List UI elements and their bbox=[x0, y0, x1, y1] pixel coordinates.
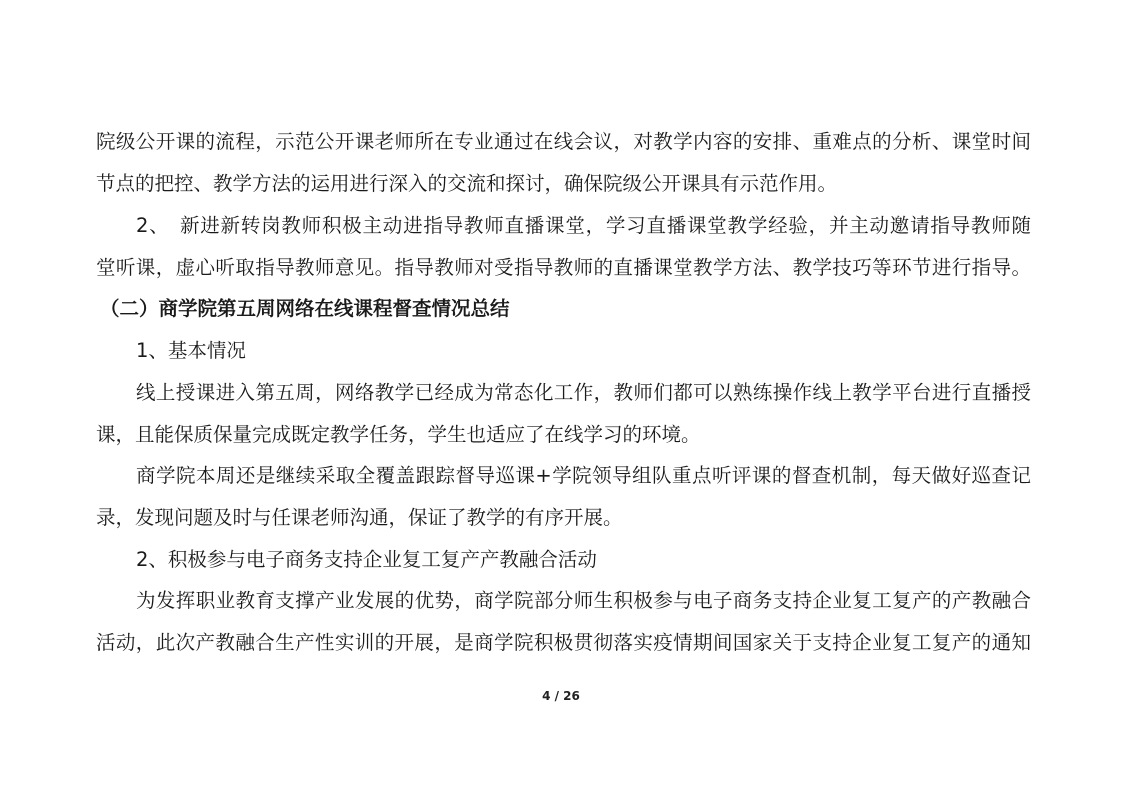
page-number: 4 / 26 bbox=[542, 689, 580, 703]
subsection-heading: 1、基本情况 bbox=[136, 339, 246, 362]
section-heading: （二）商学院第五周网络在线课程督查情况总结 bbox=[100, 297, 510, 320]
paragraph-line: 堂听课，虚心听取指导教师意见。指导教师对受指导教师的直播课堂教学方法、教学技巧等环节进行指导。 bbox=[96, 256, 1031, 279]
subsection-heading: 2、积极参与电子商务支持企业复工复产产教融合活动 bbox=[136, 548, 597, 571]
paragraph-line: 节点的把控、教学方法的运用进行深入的交流和探讨，确保院级公开课具有示范作用。 bbox=[96, 172, 838, 195]
paragraph-line: 2、 新进新转岗教师积极主动进指导教师直播课堂，学习直播课堂教学经验，并主动邀请指导教师随 bbox=[136, 214, 1031, 237]
paragraph-line: 院级公开课的流程，示范公开课老师所在专业通过在线会议，对教学内容的安排、重难点的分析、课堂时间 bbox=[96, 130, 1031, 153]
paragraph-line: 线上授课进入第五周，网络教学已经成为常态化工作，教师们都可以熟练操作线上教学平台进行直播授 bbox=[136, 381, 1031, 404]
paragraph-line: 录，发现问题及时与任课老师沟通，保证了教学的有序开展。 bbox=[96, 506, 623, 529]
paragraph-line: 活动，此次产教融合生产性实训的开展，是商学院积极贯彻落实疫情期间国家关于支持企业复工复产的通知 bbox=[96, 631, 1031, 654]
paragraph-line: 课，且能保质保量完成既定教学任务，学生也适应了在线学习的环境。 bbox=[96, 423, 701, 446]
paragraph-line: 为发挥职业教育支撑产业发展的优势，商学院部分师生积极参与电子商务支持企业复工复产的产教融合 bbox=[136, 589, 1031, 612]
paragraph-line: 商学院本周还是继续采取全覆盖跟踪督导巡课+学院领导组队重点听评课的督查机制，每天做好巡查记 bbox=[136, 464, 1031, 487]
